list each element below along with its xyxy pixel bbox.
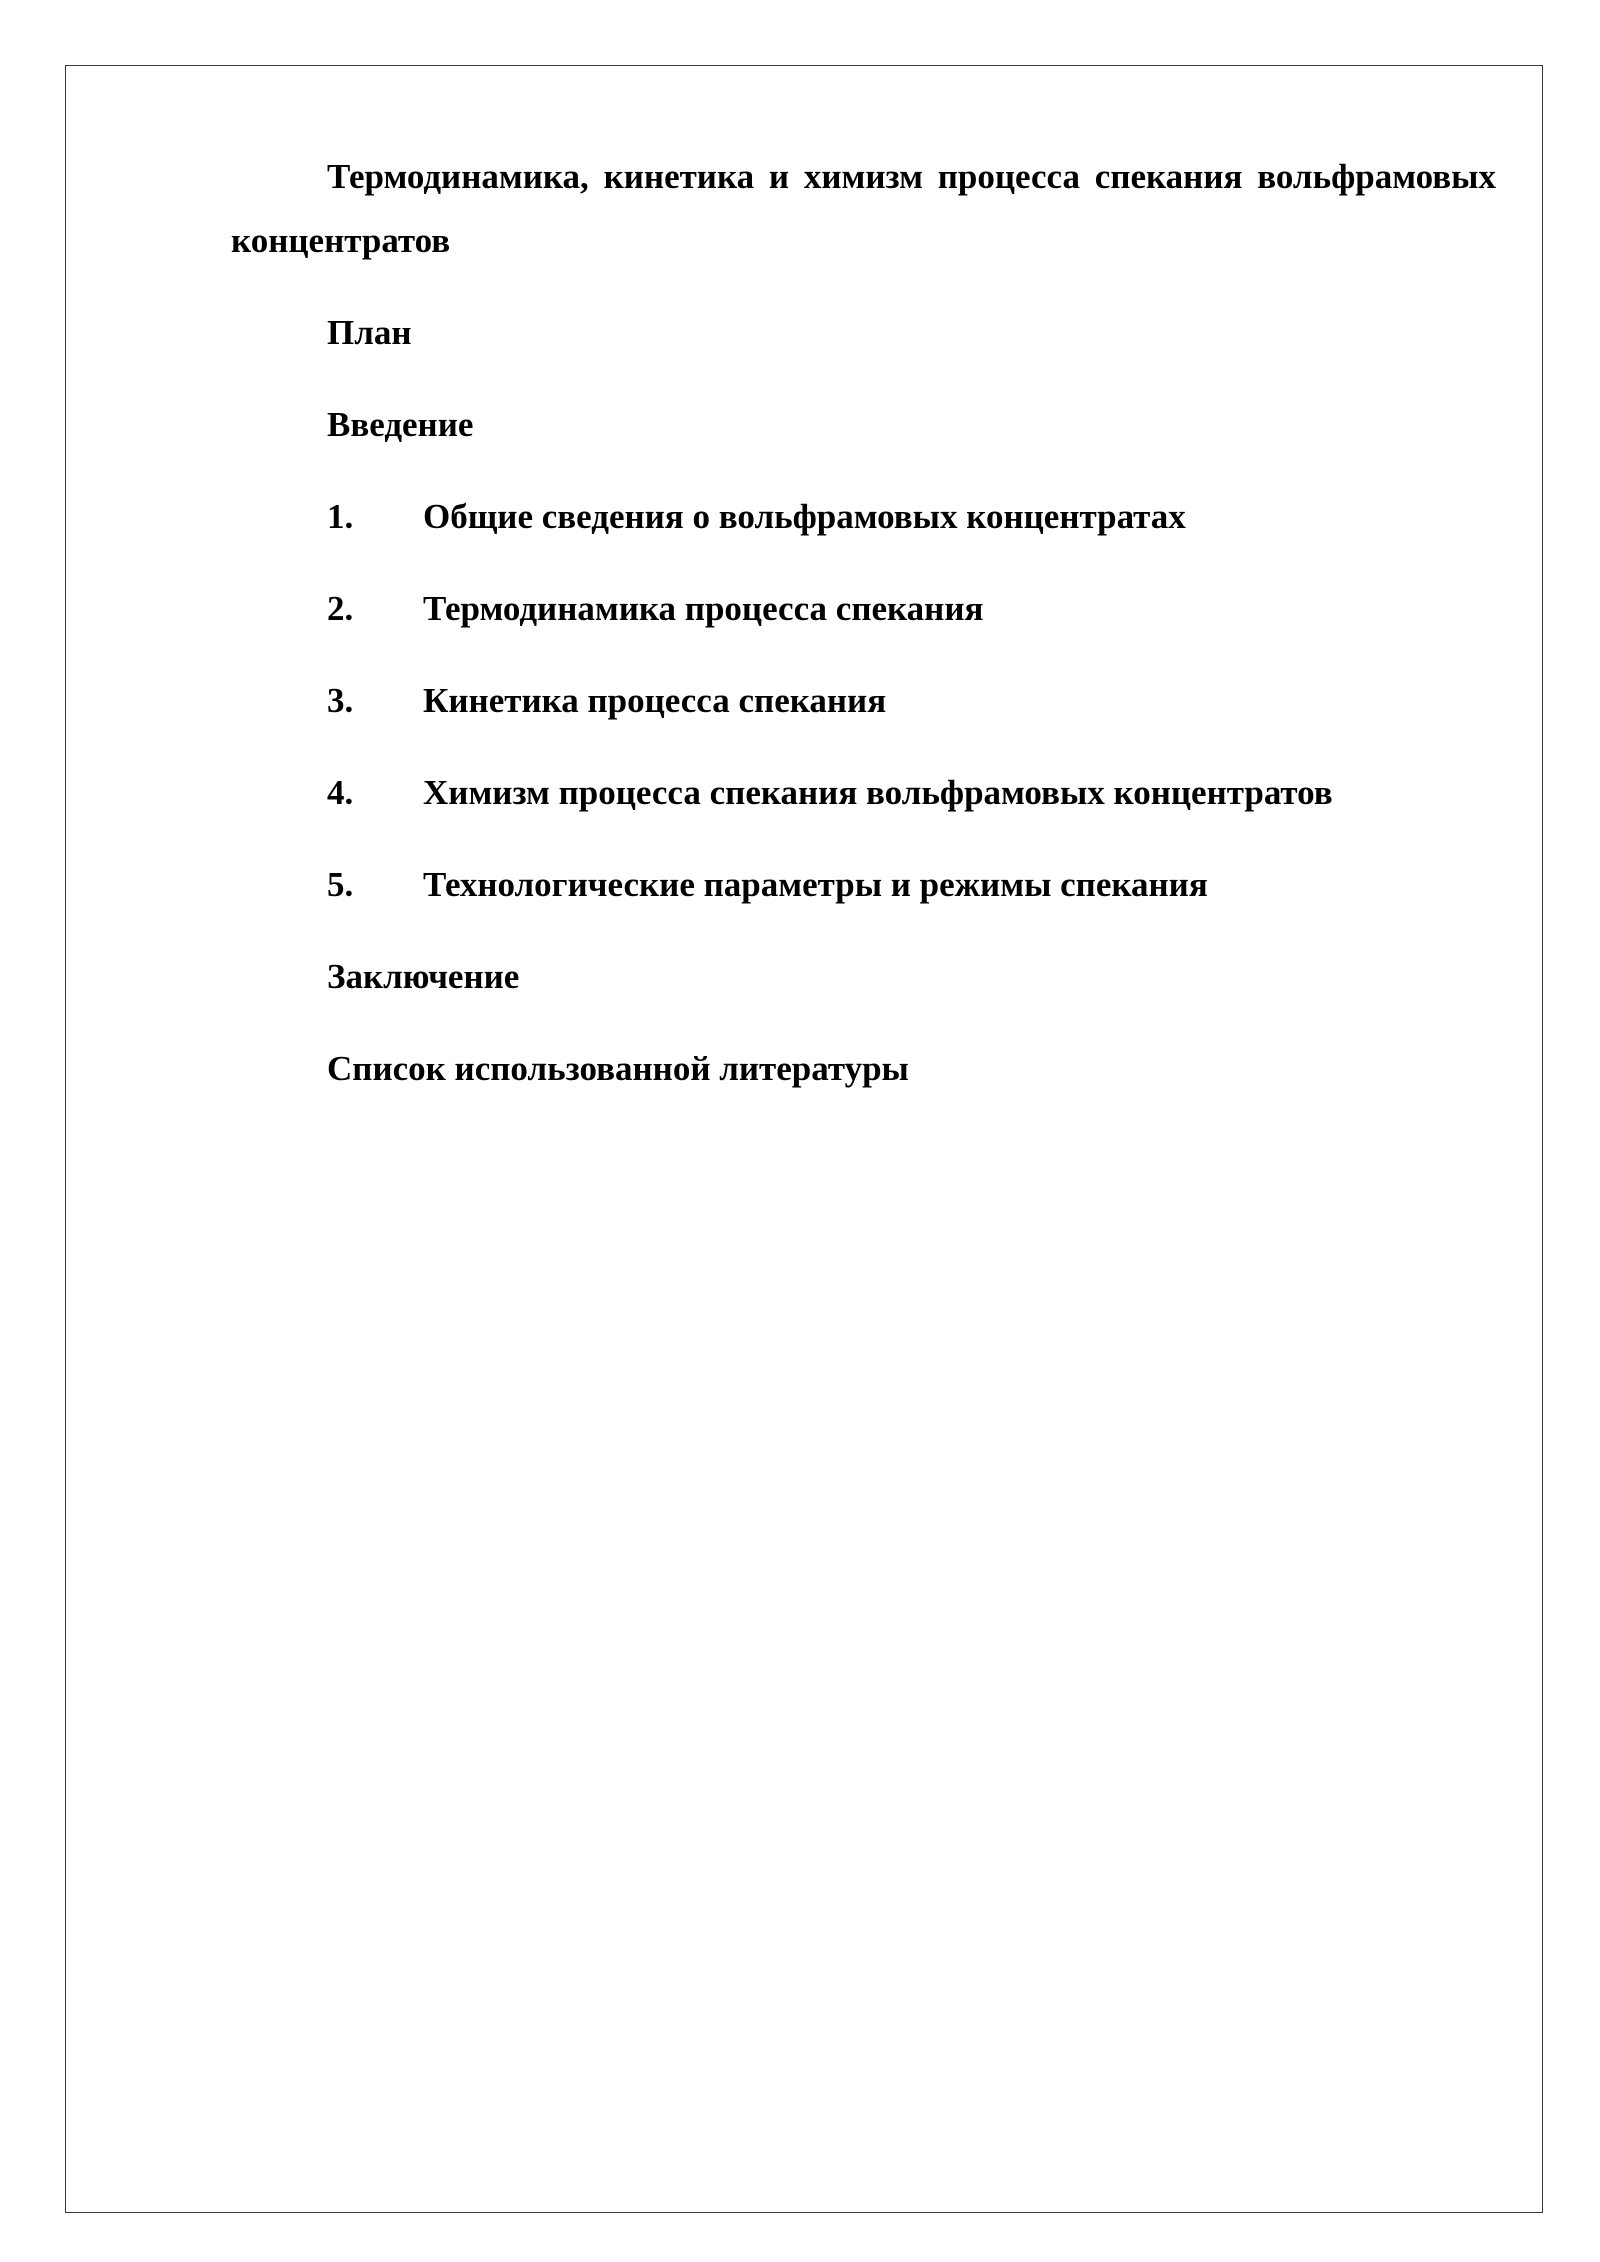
toc-item-label: Заключение — [327, 957, 520, 996]
plan-heading: План — [327, 313, 412, 352]
toc-item-label: Общие сведения о вольфрамовых концентратах — [423, 497, 1186, 536]
toc-item — [231, 761, 1496, 825]
toc-item — [231, 853, 1496, 917]
toc-item-label: Кинетика процесса спекания — [423, 681, 887, 720]
toc-item-number: 1. — [327, 497, 354, 536]
document-title: Термодинамика, кинетика и химизм процесса спекания вольфрамовых концентратов — [231, 157, 1496, 260]
toc-item-number: 2. — [327, 589, 354, 628]
toc-item-label: Список использованной литературы — [327, 1049, 909, 1088]
toc-item — [231, 577, 1496, 641]
toc-item-references — [231, 1037, 1496, 1101]
toc-item-label: Химизм процесса спекания вольфрамовых концентратов — [423, 773, 1333, 812]
toc-item-conclusion — [231, 945, 1496, 1009]
toc-item-label: Термодинамика процесса спекания — [423, 589, 984, 628]
toc-item-label: Введение — [327, 405, 474, 444]
document-body — [231, 145, 1496, 1101]
toc-item-number: 5. — [327, 865, 354, 904]
toc-item — [231, 485, 1496, 549]
toc-item-label: Технологические параметры и режимы спекания — [423, 865, 1208, 904]
toc-item-number: 3. — [327, 681, 354, 720]
toc-item-number: 4. — [327, 773, 354, 812]
toc-item-introduction — [231, 393, 1496, 457]
toc-item — [231, 669, 1496, 733]
table-of-contents — [231, 393, 1496, 1101]
